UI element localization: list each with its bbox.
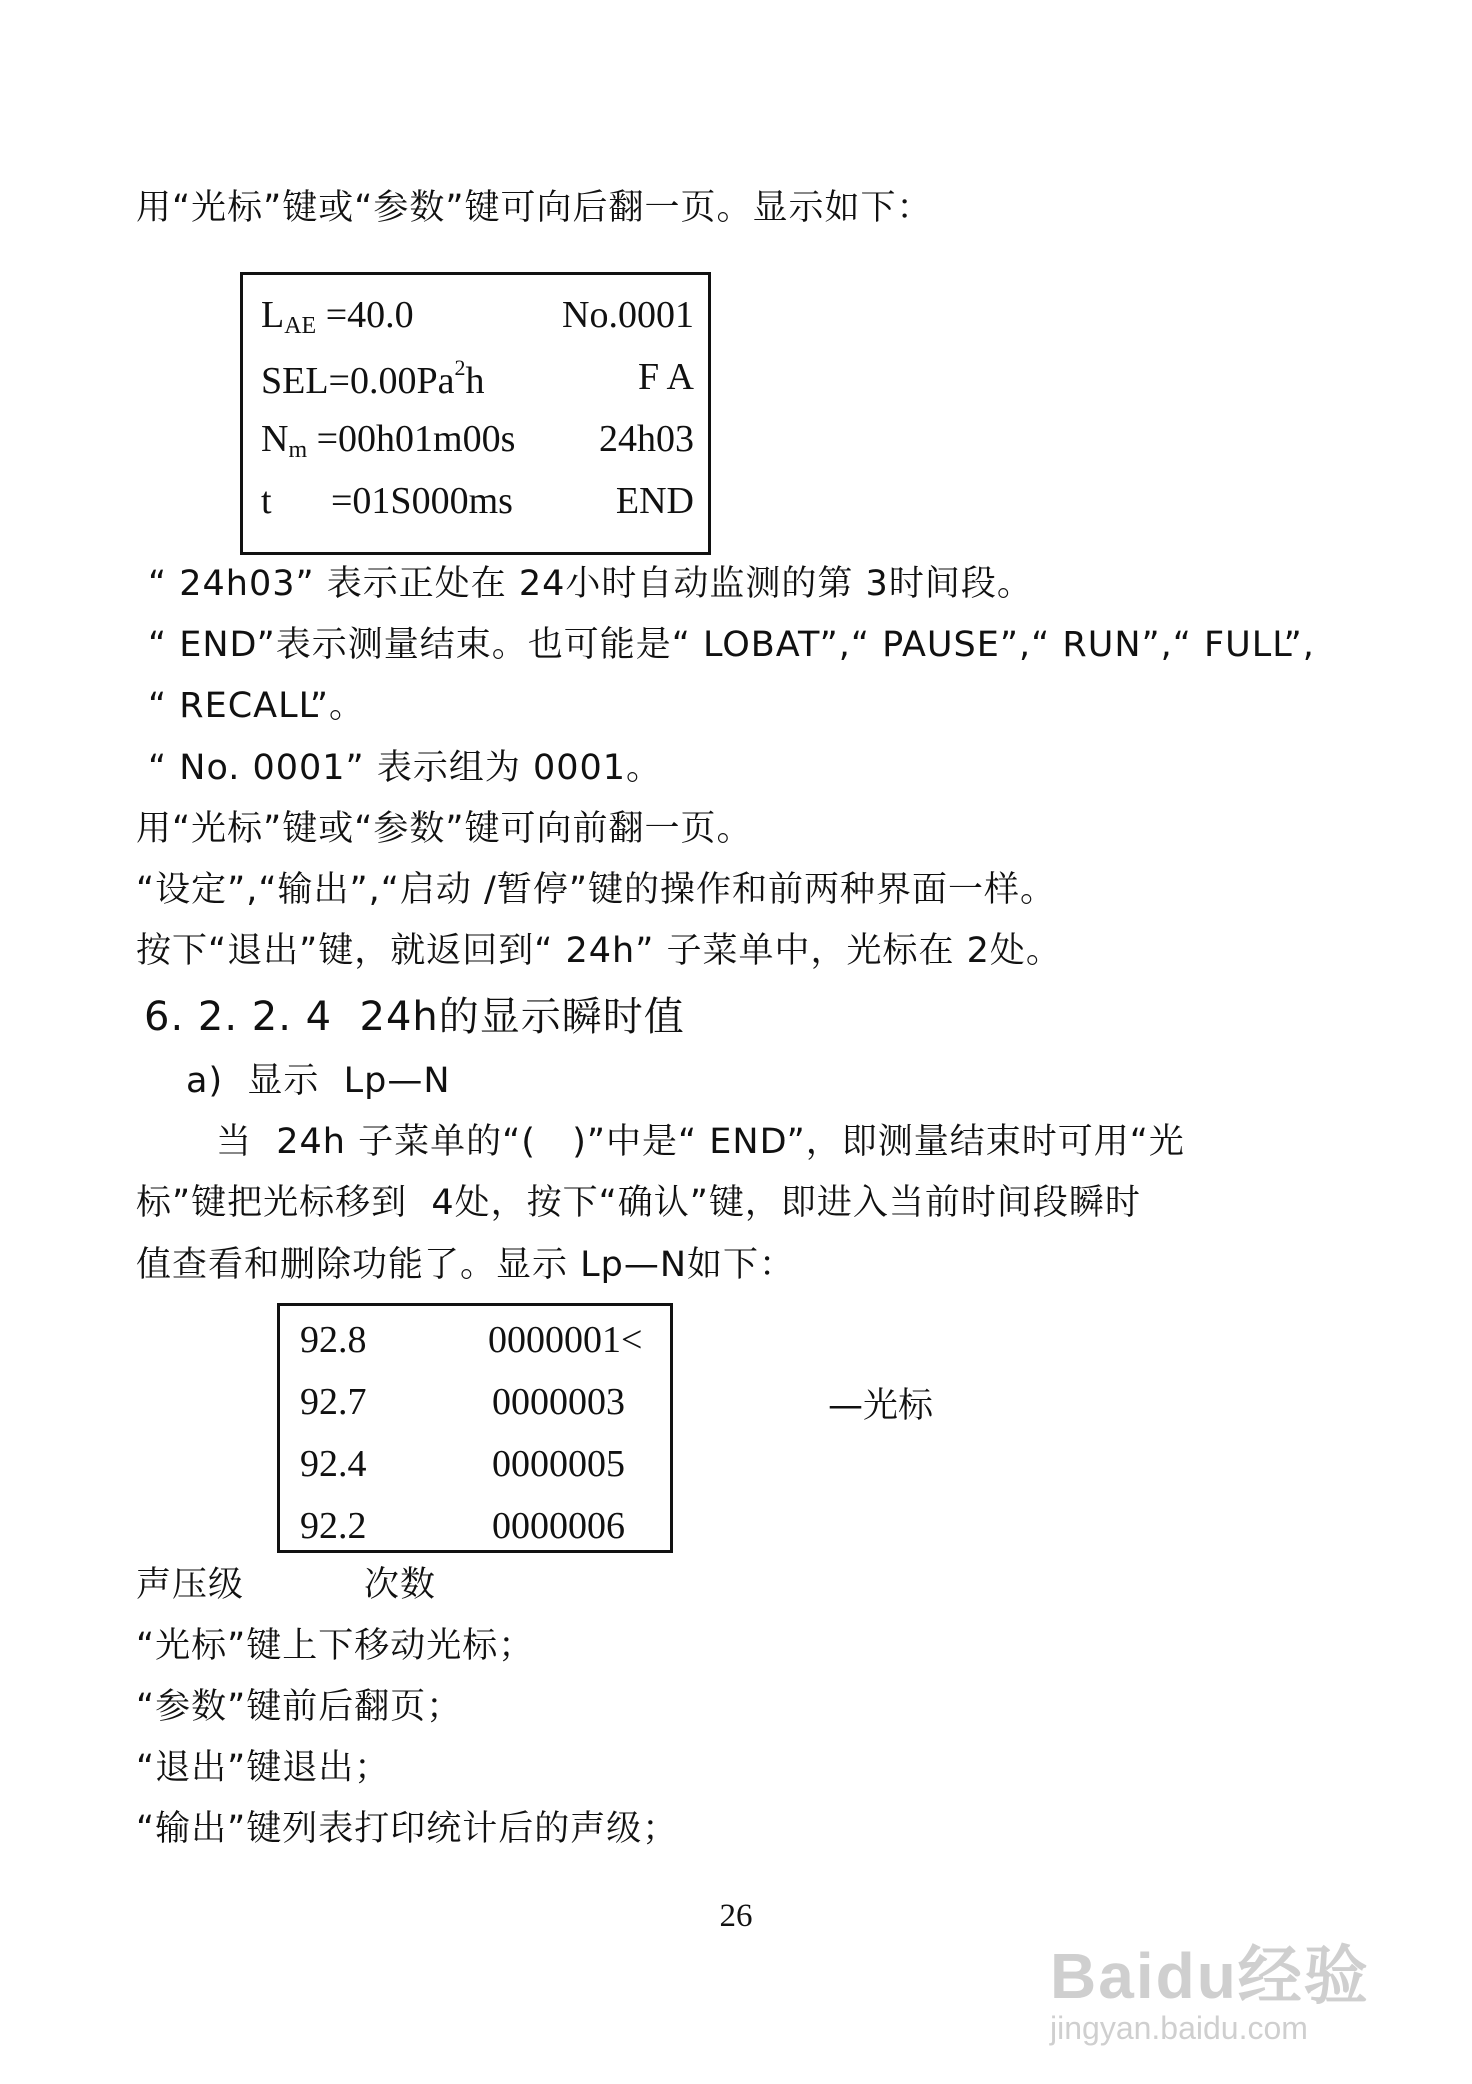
- text-line: “设定”,“输出”,“启动 /暂停”键的操作和前两种界面一样。: [136, 870, 1056, 910]
- lae-subscript: AE: [284, 313, 317, 339]
- time-period: 24h03: [599, 418, 694, 460]
- lcd-row-lae: [243, 293, 708, 341]
- key-description: “参数”键前后翻页；: [136, 1687, 463, 1727]
- section-heading: 6. 2. 2. 4 24h的显示瞬时值: [144, 994, 685, 1040]
- lae-label: L: [261, 294, 285, 336]
- caption-count: 次数: [364, 1565, 437, 1605]
- status-text: END: [615, 480, 694, 522]
- sound-level-value: 92.7: [300, 1381, 367, 1423]
- text-line: 标”键把光标移到 4处，按下“确认”键，即进入当前时间段瞬时: [136, 1183, 1141, 1223]
- sound-level-value: 92.4: [300, 1443, 367, 1485]
- text-line: 按下“退出”键，就返回到“ 24h” 子菜单中，光标在 2处。: [136, 931, 1062, 971]
- count-value: 0000003: [492, 1381, 625, 1423]
- sel-superscript: 2: [454, 355, 466, 380]
- lae-value: =40.0: [316, 294, 414, 336]
- nm-value: =00h01m00s: [307, 418, 516, 460]
- watermark-brand: Baidu经验: [1050, 1940, 1370, 2012]
- subheading: a) 显示 Lp—N: [186, 1061, 451, 1101]
- lcd-row-nm: [243, 417, 708, 465]
- text-line: 用“光标”键或“参数”键可向前翻一页。: [136, 809, 753, 849]
- nm-label: N: [261, 418, 289, 460]
- text-line: 当 24h 子菜单的“( )”中是“ END”，即测量结束时可用“光: [216, 1122, 1185, 1162]
- lcd-row-t: [243, 479, 708, 527]
- text-line: 值查看和删除功能了。显示 Lp—N如下：: [136, 1245, 796, 1285]
- count-value: 0000005: [492, 1443, 625, 1485]
- sel-label: SEL=0.00Pa: [261, 360, 455, 402]
- lpn-row: [280, 1318, 670, 1366]
- nm-subscript: m: [288, 437, 308, 463]
- count-value: 0000001<: [488, 1319, 643, 1361]
- text-line: “ END”表示测量结束。也可能是“ LOBAT”,“ PAUSE”,“ RUN”,“ FULL”,: [148, 625, 1315, 665]
- t-value: =01S000ms: [331, 480, 513, 522]
- t-label: t: [261, 480, 272, 522]
- weighting-mode: F A: [638, 356, 694, 398]
- lcd-row-sel: [243, 355, 708, 403]
- group-number: No.0001: [562, 294, 694, 336]
- watermark-url: jingyan.baidu.com: [1050, 2010, 1308, 2046]
- lpn-row: [280, 1504, 670, 1552]
- sel-unit-tail: h: [465, 360, 485, 402]
- count-value: 0000006: [492, 1505, 625, 1547]
- lcd-screen-lpn: [277, 1303, 673, 1553]
- lpn-row: [280, 1442, 670, 1490]
- text-line: “ 24h03” 表示正处在 24小时自动监测的第 3时间段。: [148, 564, 1033, 604]
- key-description: “输出”键列表打印统计后的声级；: [136, 1809, 679, 1849]
- sound-level-value: 92.2: [300, 1505, 367, 1547]
- text-line: “ No. 0001” 表示组为 0001。: [148, 748, 663, 788]
- intro-line: 用“光标”键或“参数”键可向后翻一页。显示如下：: [136, 188, 933, 228]
- caption-sound-level: 声压级: [136, 1565, 245, 1605]
- page-number: 26: [719, 1898, 753, 1934]
- lcd-screen-summary: [240, 272, 711, 555]
- text-line: “ RECALL”。: [148, 686, 366, 726]
- sound-level-value: 92.8: [300, 1319, 367, 1361]
- lpn-row: [280, 1380, 670, 1428]
- key-description: “退出”键退出；: [136, 1748, 391, 1788]
- cursor-annotation: —光标: [828, 1386, 934, 1426]
- key-description: “光标”键上下移动光标；: [136, 1626, 535, 1666]
